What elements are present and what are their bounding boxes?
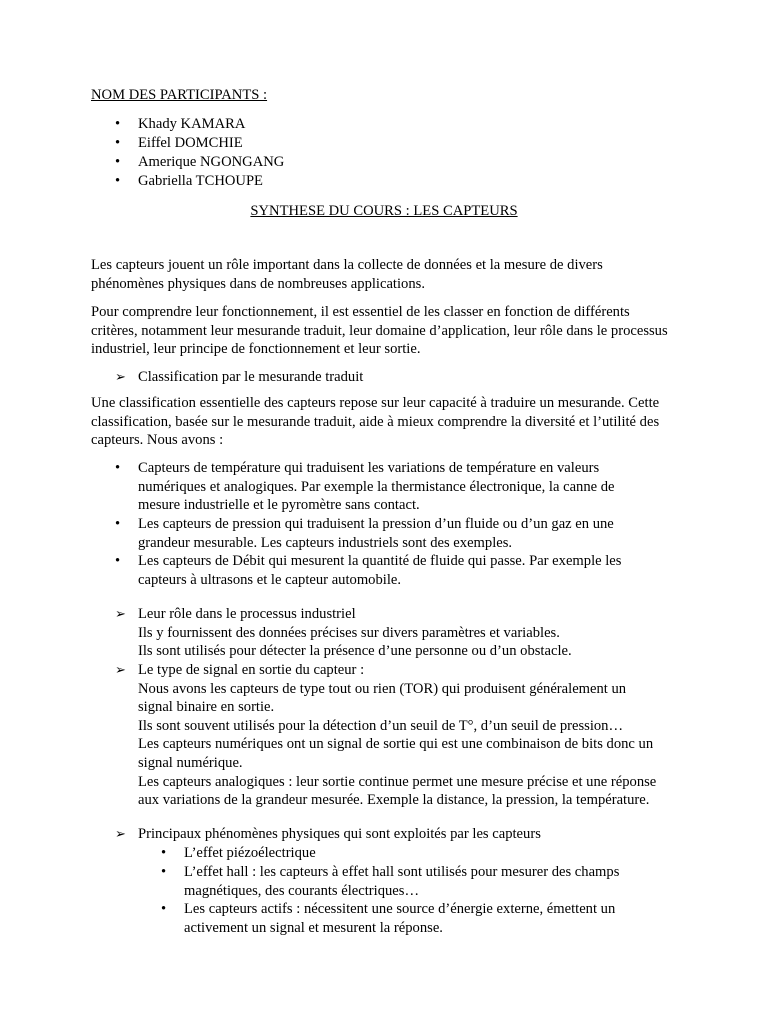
section-heading-text: Leur rôle dans le processus industriel	[138, 606, 356, 622]
section-heading	[115, 605, 675, 661]
bullet-icon: •	[115, 516, 121, 532]
list-item-text: Les capteurs de pression qui traduisent la pression d’un fluide ou d’un gaz en une grandeur mesurable. Les capteurs industriels sont des exemples.	[138, 516, 614, 551]
list-item-text: Capteurs de température qui traduisent les variations de température en valeurs numériques et analogiques. Par exemple la thermistance électronique, la canne de mesure industrielle et le pyromètre sans contact.	[138, 460, 615, 514]
section-heading-text: Classification par le mesurande traduit	[138, 369, 364, 385]
bullet-icon: •	[115, 460, 121, 476]
section-heading	[115, 368, 675, 387]
list-item	[161, 863, 661, 901]
participant-item	[115, 153, 675, 172]
participant-name: Gabriella TCHOUPE	[138, 173, 263, 189]
section-line: Ils sont utilisés pour détecter la présence d’une personne ou d’un obstacle.	[138, 643, 572, 660]
document-title: SYNTHESE DU COURS : LES CAPTEURS	[250, 203, 518, 219]
participant-name: Khady KAMARA	[138, 116, 246, 132]
participant-name: Amerique NGONGANG	[138, 154, 285, 170]
arrow-bullet-icon: ➢	[115, 369, 126, 384]
intro-paragraph: Pour comprendre leur fonctionnement, il est essentiel de les classer en fonction de différents critères, notamment leur mesurande traduit, leur domaine d’application, leur rôle dans le processus industriel, leur principe de fonctionnement et leur sortie.	[91, 304, 668, 358]
participants-heading: NOM DES PARTICIPANTS :	[91, 87, 268, 103]
bullet-icon: •	[115, 154, 121, 170]
list-item	[115, 459, 660, 515]
arrow-bullet-icon: ➢	[115, 662, 126, 677]
bullet-icon: •	[115, 553, 121, 569]
list-item	[161, 844, 661, 863]
list-item-text: Les capteurs de Débit qui mesurent la quantité de fluide qui passe. Par exemple les capteurs à ultrasons et le capteur automobile.	[138, 553, 622, 588]
section-paragraph: Une classification essentielle des capteurs repose sur leur capacité à traduire un mesurande. Cette classification, basée sur le mesurande traduit, aide à mieux comprendre la diversité et l’utilité des capteurs. Nous avons :	[91, 395, 660, 449]
bullet-icon: •	[115, 116, 121, 132]
list-item-text: L’effet hall : les capteurs à effet hall sont utilisés pour mesurer des champs magnétiques, des courants électriques…	[184, 864, 620, 899]
list-item-text: Les capteurs actifs : nécessitent une source d’énergie externe, émettent un activement un signal et mesurent la réponse.	[184, 901, 616, 936]
section-heading	[115, 825, 675, 844]
list-item	[115, 552, 660, 590]
intro-paragraph: Les capteurs jouent un rôle important dans la collecte de données et la mesure de divers phénomènes physiques dans de nombreuses applications.	[91, 257, 603, 292]
section-paragraph: Ils sont souvent utilisés pour la détection d’un seuil de T°, d’un seuil de pression…	[138, 717, 624, 734]
bullet-icon: •	[161, 901, 167, 917]
bullet-icon: •	[115, 173, 121, 189]
section-heading-text: Le type de signal en sortie du capteur :	[138, 662, 365, 678]
section-heading	[115, 661, 660, 831]
section-paragraph: Les capteurs analogiques : leur sortie continue permet une mesure précise et une réponse aux variations de la grandeur mesurée. Exemple la distance, la pression, la température.	[138, 773, 657, 809]
arrow-bullet-icon: ➢	[115, 826, 126, 841]
participant-item	[115, 134, 675, 153]
list-item-text: L’effet piézoélectrique	[184, 845, 316, 861]
section-paragraph: Nous avons les capteurs de type tout ou rien (TOR) qui produisent généralement un signal binaire en sortie.	[138, 680, 627, 716]
participant-item	[115, 115, 675, 134]
section-paragraph: Les capteurs numériques ont un signal de sortie qui est une combinaison de bits donc un signal numérique.	[138, 736, 654, 771]
participant-name: Eiffel DOMCHIE	[138, 135, 243, 151]
arrow-bullet-icon: ➢	[115, 606, 126, 621]
bullet-icon: •	[115, 135, 121, 151]
bullet-icon: •	[161, 864, 167, 880]
participant-item	[115, 172, 675, 191]
section-heading-text: Principaux phénomènes physiques qui sont exploités par les capteurs	[138, 826, 541, 842]
list-item	[115, 515, 660, 553]
list-item	[161, 900, 661, 938]
section-line: Ils y fournissent des données précises sur divers paramètres et variables.	[138, 624, 560, 641]
bullet-icon: •	[161, 845, 167, 861]
